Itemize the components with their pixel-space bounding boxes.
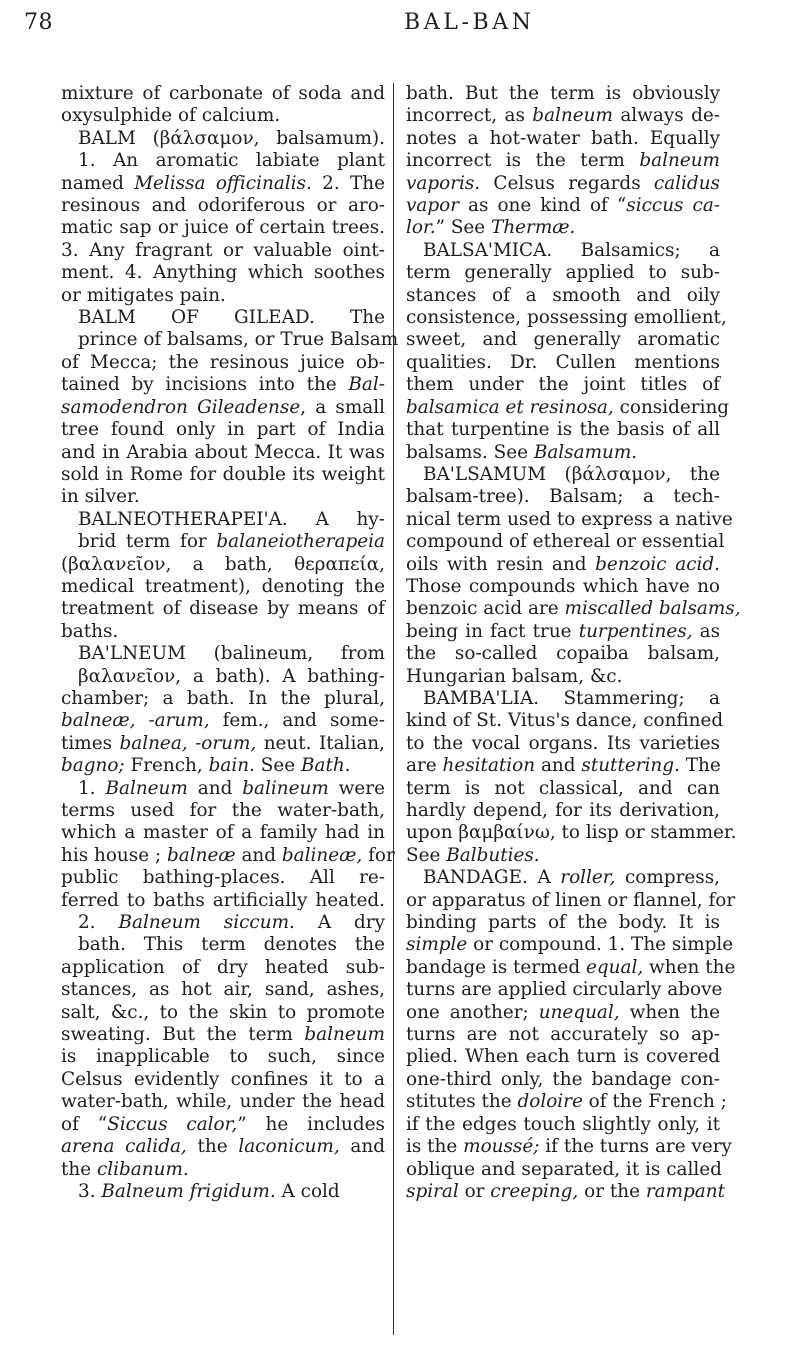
text-line: oblique and separated, it is called	[406, 1158, 722, 1180]
text-line: the so-called copaiba balsam,	[406, 643, 720, 665]
text-line: baths.	[61, 620, 119, 642]
text-line: salt, &c., to the skin to promote	[61, 1001, 385, 1023]
text-line: balsamica et resinosa, considering	[406, 396, 730, 418]
text-line: See Balbuties.	[406, 844, 540, 866]
text-line: BA'LSAMUM (βάλσαμον, the	[423, 463, 720, 485]
text-line: Those compounds which have no	[406, 575, 720, 597]
text-line: βαλανεῖον, a bath). A bathing-	[78, 665, 385, 687]
text-line: being in fact true turpentines, as	[406, 620, 721, 642]
text-line: hardly depend, for its derivation,	[406, 800, 720, 821]
text-line: treatment of disease by means of	[61, 598, 385, 620]
text-line: incorrect, as balneum always de-	[406, 105, 720, 127]
text-line: or apparatus of linen or flannel, for	[406, 889, 736, 911]
text-line: kind of St. Vitus's dance, confined	[406, 710, 724, 732]
text-line: Celsus evidently confines it to a	[61, 1068, 385, 1090]
text-line: tained by incisions into the Bal-	[61, 374, 385, 396]
text-line: sweating. But the term balneum	[61, 1024, 385, 1046]
text-line: ment. 4. Anything which soothes	[61, 262, 385, 284]
text-line: that turpentine is the basis of all	[406, 419, 720, 441]
text-line: bagno; French, bain. See Bath.	[61, 755, 351, 777]
text-line: which a master of a family had in	[61, 822, 385, 844]
text-line: oils with resin and benzoic acid.	[406, 553, 720, 575]
text-line: bath. This term denotes the	[78, 934, 385, 956]
text-line: resinous and odoriferous or aro-	[61, 195, 385, 217]
text-line: lor.” See Thermæ.	[406, 217, 576, 239]
text-line: stances of a smooth and oily	[406, 284, 720, 306]
text-line: stitutes the doloire of the French ;	[406, 1091, 727, 1113]
text-line: simple or compound. 1. The simple	[406, 934, 734, 956]
text-line: BALSA'MICA. Balsamics; a	[423, 239, 720, 261]
text-line: BAMBA'LIA. Stammering; a	[423, 687, 720, 709]
text-line: benzoic acid are miscalled balsams,	[406, 598, 741, 620]
text-line: in silver.	[61, 486, 140, 508]
text-line: balneæ, -arum, fem., and some-	[61, 710, 385, 732]
text-line: water-bath, while, under the head	[61, 1091, 385, 1113]
text-line: BALM OF GILEAD. The	[78, 307, 385, 329]
text-line: chamber; a bath. In the plural,	[61, 687, 385, 709]
text-line: term generally applied to sub-	[406, 262, 720, 284]
text-line: upon βαμβαίνω, to lisp or stammer.	[406, 822, 737, 844]
text-line: arena calida, the laconicum, and	[61, 1136, 385, 1158]
text-line: balsam-tree). Balsam; a tech-	[406, 486, 720, 508]
left-column	[61, 83, 399, 1203]
text-line: BANDAGE. A roller, compress,	[423, 867, 720, 889]
text-line: balsams. See Balsamum.	[406, 441, 638, 463]
text-line: brid term for balaneiotherapeia	[78, 531, 385, 553]
running-head: BAL-BAN	[404, 10, 535, 35]
text-line: vapor as one kind of “siccus ca-	[406, 195, 720, 217]
text-line: them under the joint titles of	[406, 374, 720, 396]
text-line: sold in Rome for double its weight	[61, 463, 385, 485]
text-line: Hungarian balsam, &c.	[406, 665, 623, 687]
text-line: named Melissa officinalis. 2. The	[61, 172, 385, 194]
text-line: bath. But the term is obviously	[406, 83, 720, 104]
text-line: 3. Any fragrant or valuable oint-	[61, 239, 385, 261]
text-line: nical term used to express a native	[406, 508, 733, 530]
text-line: 1. An aromatic labiate plant	[78, 150, 385, 172]
text-line: terms used for the water-bath,	[61, 800, 385, 821]
text-line: the clibanum.	[61, 1158, 189, 1180]
text-line: are hesitation and stuttering. The	[406, 755, 721, 777]
text-line: stances, as hot air, sand, ashes,	[61, 979, 385, 1001]
text-line: and in Arabia about Mecca. It was	[61, 441, 385, 463]
text-line: is the moussé; if the turns are very	[406, 1136, 732, 1158]
text-line: tree found only in part of India	[61, 419, 385, 441]
text-line: ferred to baths artificially heated.	[61, 889, 385, 911]
text-line: spiral or creeping, or the rampant	[406, 1180, 725, 1202]
text-line: bandage is termed equal, when the	[406, 956, 736, 978]
text-line: turns are applied circularly above	[406, 979, 723, 1001]
text-line: application of dry heated sub-	[61, 956, 385, 978]
text-line: incorrect is the term balneum	[406, 150, 720, 172]
text-line: to the vocal organs. Its varieties	[406, 732, 720, 754]
text-line: times balnea, -orum, neut. Italian,	[61, 732, 385, 754]
text-line: if the edges touch slightly only, it	[406, 1113, 720, 1135]
text-line: matic sap or juice of certain trees.	[61, 217, 385, 239]
right-column	[406, 83, 741, 1203]
text-line: samodendron Gileadense, a small	[61, 396, 385, 418]
text-line: binding parts of the body. It is	[406, 912, 720, 934]
text-line: term is not classical, and can	[406, 777, 720, 799]
text-line: vaporis. Celsus regards calidus	[406, 172, 720, 194]
page-header	[0, 10, 800, 50]
text-line: BALM (βάλσαμον, balsamum).	[78, 127, 385, 149]
page-number: 78	[24, 10, 53, 35]
text-line: oxysulphide of calcium.	[61, 105, 281, 127]
text-line: one-third only, the bandage con-	[406, 1068, 720, 1090]
text-line: of Mecca; the resinous juice ob-	[61, 351, 385, 373]
text-line: or mitigates pain.	[61, 284, 226, 306]
text-line: his house ; balneæ and balineæ, for	[61, 844, 395, 866]
column-divider	[393, 83, 394, 1335]
text-line: one another; unequal, when the	[406, 1001, 720, 1023]
text-line: BA'LNEUM (balineum, from	[78, 643, 385, 665]
text-line: (βαλανεῖον, a bath, θεραπεία,	[61, 553, 385, 575]
text-line: plied. When each turn is covered	[406, 1046, 720, 1068]
text-line: prince of balsams, or True Balsam	[78, 329, 399, 351]
text-line: mixture of carbonate of soda and	[61, 83, 385, 104]
text-line: turns are not accurately so ap-	[406, 1024, 720, 1046]
text-line: of “Siccus calor,” he includes	[61, 1113, 385, 1135]
text-line: compound of ethereal or essential	[406, 531, 725, 553]
text-line: 1. Balneum and balineum were	[78, 777, 385, 799]
text-line: is inapplicable to such, since	[61, 1046, 385, 1068]
text-line: 3. Balneum frigidum. A cold	[78, 1180, 340, 1202]
text-line: qualities. Dr. Cullen mentions	[406, 351, 720, 373]
text-line: sweet, and generally aromatic	[406, 329, 720, 351]
text-line: consistence, possessing emollient,	[406, 307, 727, 329]
text-line: public bathing-places. All re-	[61, 867, 385, 889]
text-line: notes a hot-water bath. Equally	[406, 127, 720, 149]
text-line: medical treatment), denoting the	[61, 575, 385, 597]
text-line: 2. Balneum siccum. A dry	[78, 912, 385, 934]
text-line: BALNEOTHERAPEI'A. A hy-	[78, 508, 385, 530]
